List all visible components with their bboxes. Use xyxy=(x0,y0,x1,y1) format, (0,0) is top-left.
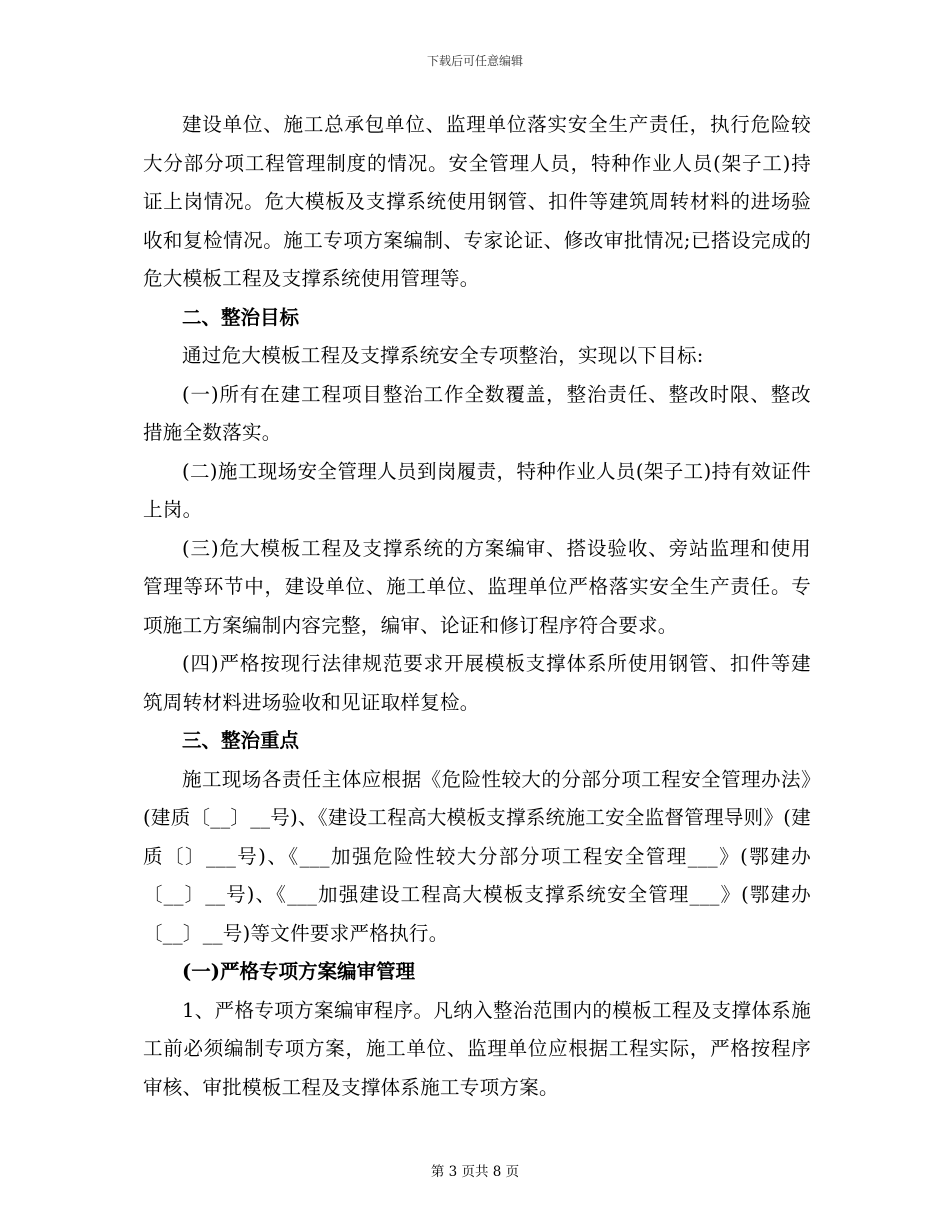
paragraph-goal-1: (一)所有在建工程项目整治工作全数覆盖，整治责任、整改时限、整改措施全数落实。 xyxy=(143,382,811,444)
paragraph-scope: 建设单位、施工总承包单位、监理单位落实安全生产责任，执行危险较大分部分项工程管理制度的情况。安全管理人员，特种作业人员(架子工)持证上岗情况。危大模板及支撑系统使用钢管、扣件等建筑周转材料的进场验收和复检情况。施工专项方案编制、专家论证、修改审批情况;已搭设完成的危大模板工程及支撑系统使用管理等。 xyxy=(143,113,811,290)
section-heading-goals: 二、整治目标 xyxy=(182,305,300,329)
section-heading-focus: 三、整治重点 xyxy=(182,729,300,752)
paragraph-goals-intro: 通过危大模板工程及支撑系统安全专项整治，实现以下目标: xyxy=(182,344,704,367)
subsection-heading-plan-review: (一)严格专项方案编审管理 xyxy=(182,960,415,983)
page-header: 下载后可任意编辑 xyxy=(426,54,523,68)
paragraph-goal-4: (四)严格按现行法律规范要求开展模板支撑体系所使用钢管、扣件等建筑周转材料进场验收和见证取样复检。 xyxy=(143,652,811,714)
document-body xyxy=(143,106,811,1107)
paragraph-goal-2: (二)施工现场安全管理人员到岗履责，特种作业人员(架子工)持有效证件上岗。 xyxy=(143,459,811,521)
paragraph-plan-review-1: 1、严格专项方案编审程序。凡纳入整治范围内的模板工程及支撑体系施工前必须编制专项方案，施工单位、监理单位应根据工程实际，严格按程序审核、审批模板工程及支撑体系施工专项方案。 xyxy=(143,998,811,1099)
page-footer-page-number: 第 3 页共 8 页 xyxy=(430,1164,520,1180)
paragraph-goal-3: (三)危大模板工程及支撑系统的方案编审、搭设验收、旁站监理和使用管理等环节中，建设单位、施工单位、监理单位严格落实安全生产责任。专项施工方案编制内容完整，编审、论证和修订程序符合要求。 xyxy=(143,536,811,637)
paragraph-focus-intro: 施工现场各责任主体应根据《危险性较大的分部分项工程安全管理办法》(建质〔__〕__号)、《建设工程高大模板支撑系统施工安全监督管理导则》(建质〔〕___号)、《___加强危险性较大分部分项工程安全管理___》(鄂建办〔__〕__号)、《___加强建设工程高大模板支撑系统安全管理___》(鄂建办〔__〕__号)等文件要求严格执行。 xyxy=(143,767,811,945)
